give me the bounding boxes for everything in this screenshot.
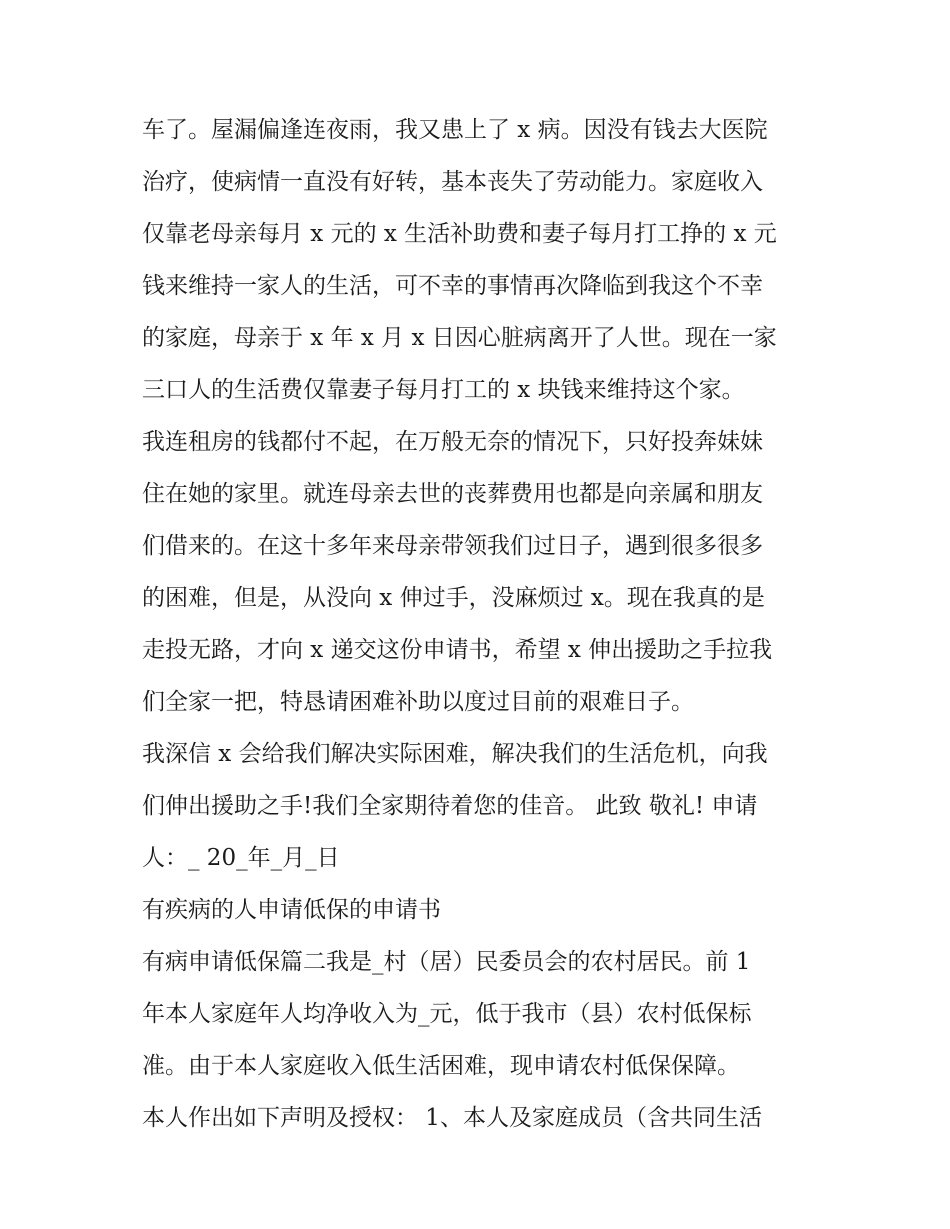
text-line-8: 住在她的家里。就连母亲去世的丧葬费用也都是向亲属和朋友 (142, 481, 763, 507)
text-line-10: 的困难，但是，从没向 x 伸过手，没麻烦过 x。现在我真的是 (142, 585, 765, 611)
text-line-13: 我深信 x 会给我们解决实际困难，解决我们的生活危机，向我 (142, 741, 768, 767)
text-line-5: 的家庭，母亲于 x 年 x 月 x 日因心脏病离开了人世。现在一家 (142, 325, 777, 351)
text-line-1: 车了。屋漏偏逢连夜雨，我又患上了 x 病。因没有钱去大医院 (142, 117, 768, 143)
text-line-14: 们伸出援助之手!我们全家期待着您的佳音。 此致 敬礼! 申请 (142, 793, 758, 819)
text-line-20: 本人作出如下声明及授权： 1、本人及家庭成员（含共同生活 (142, 1105, 762, 1131)
section-title: 有疾病的人申请低保的申请书 (142, 897, 441, 923)
text-line-17: 有病申请低保篇二我是_村（居）民委员会的农村居民。前 1 (142, 949, 751, 975)
text-line-19: 准。由于本人家庭收入低生活困难，现申请农村低保保障。 (142, 1053, 740, 1079)
text-line-9: 们借来的。在这十多年来母亲带领我们过日子，遇到很多很多 (142, 533, 763, 559)
text-line-3: 仅靠老母亲每月 x 元的 x 生活补助费和妻子每月打工挣的 x 元 (142, 221, 777, 247)
text-line-11: 走投无路，才向 x 递交这份申请书，希望 x 伸出援助之手拉我 (142, 637, 773, 663)
text-line-2: 治疗，使病情一直没有好转，基本丧失了劳动能力。家庭收入 (142, 169, 763, 195)
text-line-18: 年本人家庭年人均净收入为_元，低于我市（县）农村低保标 (142, 1001, 752, 1027)
text-line-7: 我连租房的钱都付不起，在万般无奈的情况下，只好投奔妹妹 (142, 429, 763, 455)
text-line-4: 钱来维持一家人的生活，可不幸的事情再次降临到我这个不幸 (142, 273, 763, 299)
text-line-6: 三口人的生活费仅靠妻子每月打工的 x 块钱来维持这个家。 (142, 377, 745, 403)
text-line-12: 们全家一把，特恳请困难补助以度过目前的艰难日子。 (142, 689, 694, 715)
text-line-15: 人：_ 20_年_月_日 (142, 845, 340, 871)
